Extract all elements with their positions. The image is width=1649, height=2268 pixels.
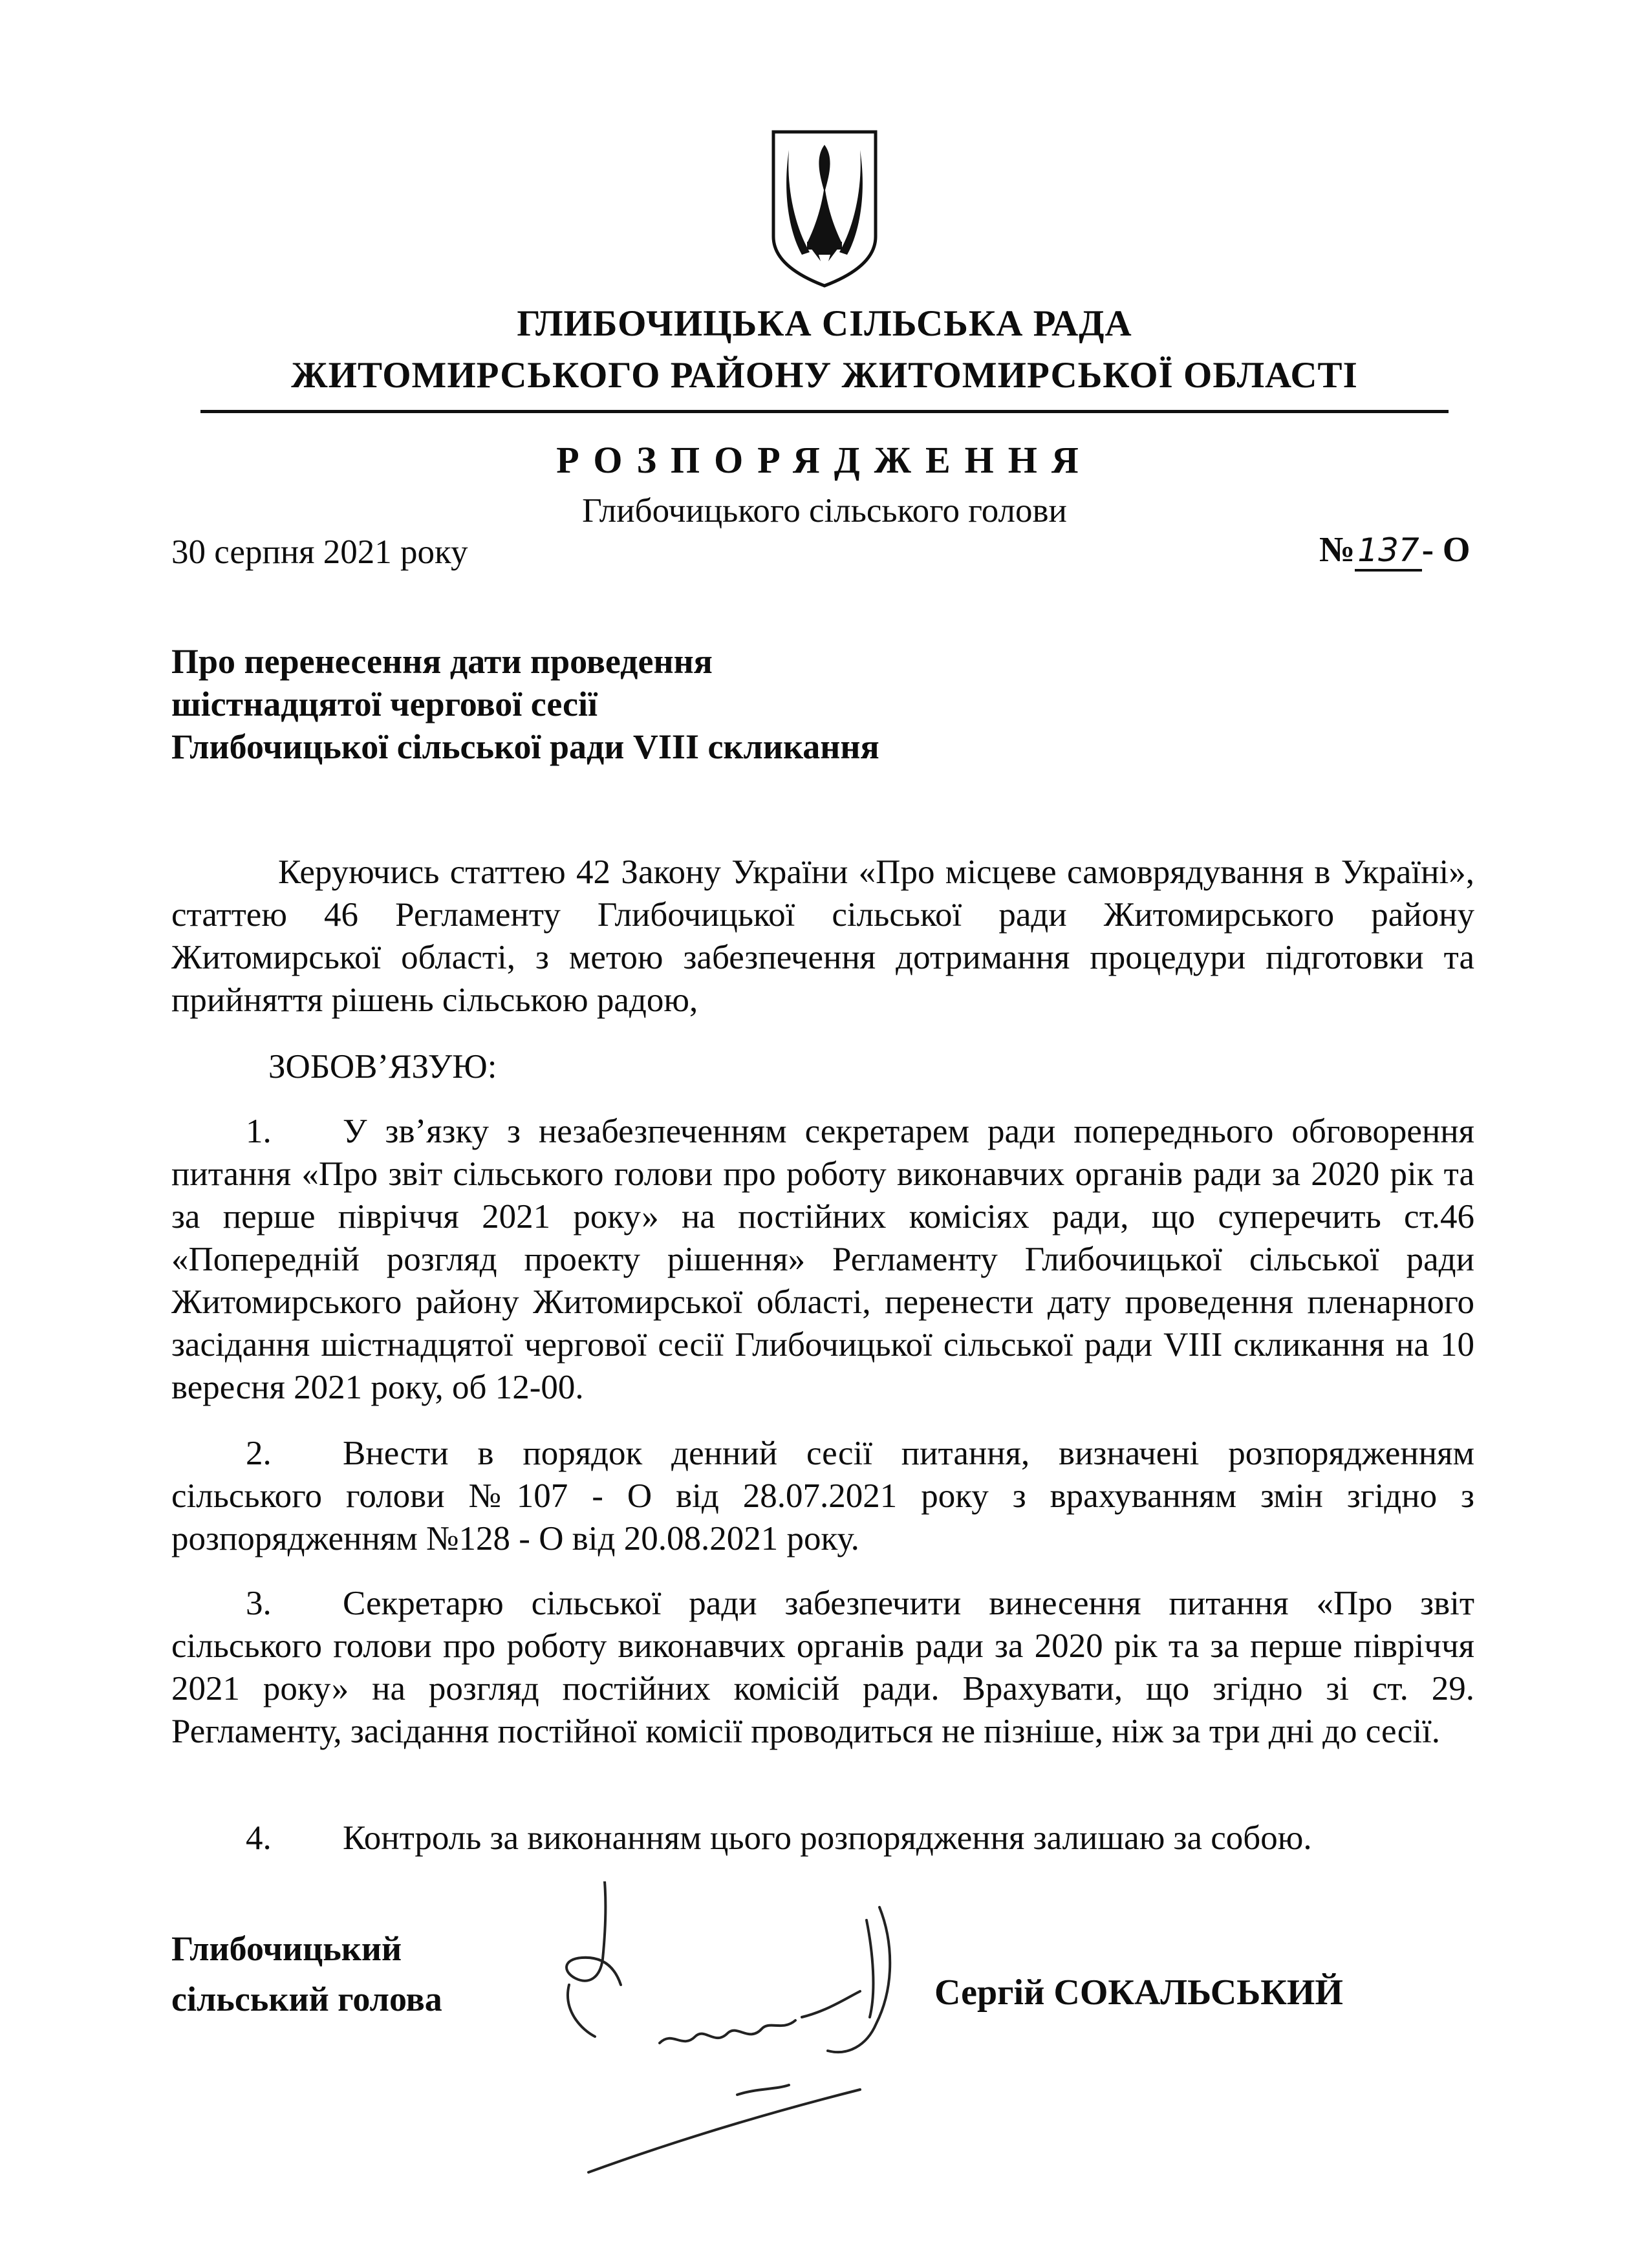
tryzub-coat-of-arms-icon	[770, 128, 879, 290]
order-item-number: 3.	[246, 1585, 272, 1622]
handwritten-signature-icon	[543, 1881, 905, 2179]
document-issuer: Глибочицького сільського голови	[582, 492, 1067, 530]
order-item-2	[171, 1432, 1474, 1560]
number-suffix: - О	[1421, 530, 1471, 569]
position-line1: Глибочицький	[171, 1929, 402, 1968]
order-item-number: 2.	[246, 1435, 272, 1472]
order-item-number: 4.	[246, 1819, 272, 1857]
intro-paragraph: Керуючись статтею 42 Закону України «Про місцеве самоврядування в Україні», статтею 46 Регламенту Глибочицької сільської ради Житомирського району Житомирської області, з метою забезпечення дотримання процедури підготовки та прийняття рішень сільською радою,	[171, 853, 1474, 1019]
order-item-text: Секретарю сільської ради забезпечити винесення питання «Про звіт сільського голови про роботу виконавчих органів ради за 2020 рік та за перше півріччя 2021 року» на розгляд постійних комісій ради. Врахувати, що згідно зі ст. 29. Регламенту, засідання постійної комісії проводиться не пізніше, ніж за три дні до сесії.	[171, 1585, 1474, 1750]
document-date: 30 серпня 2021 року	[171, 533, 468, 571]
subject-line2: шістнадцятої чергової сесії	[171, 685, 598, 723]
order-item-1	[171, 1110, 1474, 1409]
subject-line1: Про перенесення дати проведення	[171, 642, 713, 681]
signatory-name: Сергій СОКАЛЬСЬКИЙ	[934, 1973, 1343, 2013]
document-type-title: РОЗПОРЯДЖЕННЯ	[556, 439, 1093, 481]
order-item-number: 1.	[246, 1113, 272, 1150]
position-line2: сільський голова	[171, 1980, 442, 2018]
org-name-line1: ГЛИБОЧИЦЬКА СІЛЬСЬКА РАДА	[517, 303, 1132, 344]
number-prefix: №	[1319, 530, 1355, 569]
order-item-text: Контроль за виконанням цього розпорядження залишаю за собою.	[343, 1819, 1312, 1857]
order-item-text: У зв’язку з незабезпеченням секретарем ради попереднього обговорення питання «Про звіт сільського голови про роботу виконавчих органів ради за 2020 рік та за перше півріччя 2021 року» на постійних комісіях ради, що суперечить ст.46 «Попередній розгляд проекту рішення» Регламенту Глибочицької сільської ради Житомирського району Житомирської області, перенести дату проведення пленарного засідання шістнадцятої чергової сесії Глибочицької сільської ради VIII скликання на 10 вересня 2021 року, об 12-00.	[171, 1113, 1474, 1406]
document-subject	[171, 640, 879, 768]
directive-heading: ЗОБОВ’ЯЗУЮ:	[268, 1048, 497, 1086]
order-item-3	[171, 1582, 1474, 1753]
header-divider	[200, 410, 1449, 413]
order-item-text: Внести в порядок денний сесії питання, визначені розпорядженням сільського голови №107 - О від 28.07.2021 року з врахуванням змін згідно з розпорядженням №128 - О від 20.08.2021 року.	[171, 1435, 1474, 1557]
subject-line3: Глибочицької сільської ради VIII скликання	[171, 727, 879, 766]
number-handwritten: 137	[1355, 531, 1421, 572]
signatory-position	[171, 1923, 442, 2024]
order-item-4	[171, 1817, 1474, 1859]
document-number	[1319, 529, 1471, 570]
org-name-line2: ЖИТОМИРСЬКОГО РАЙОНУ ЖИТОМИРСЬКОЇ ОБЛАСТІ	[291, 355, 1358, 396]
